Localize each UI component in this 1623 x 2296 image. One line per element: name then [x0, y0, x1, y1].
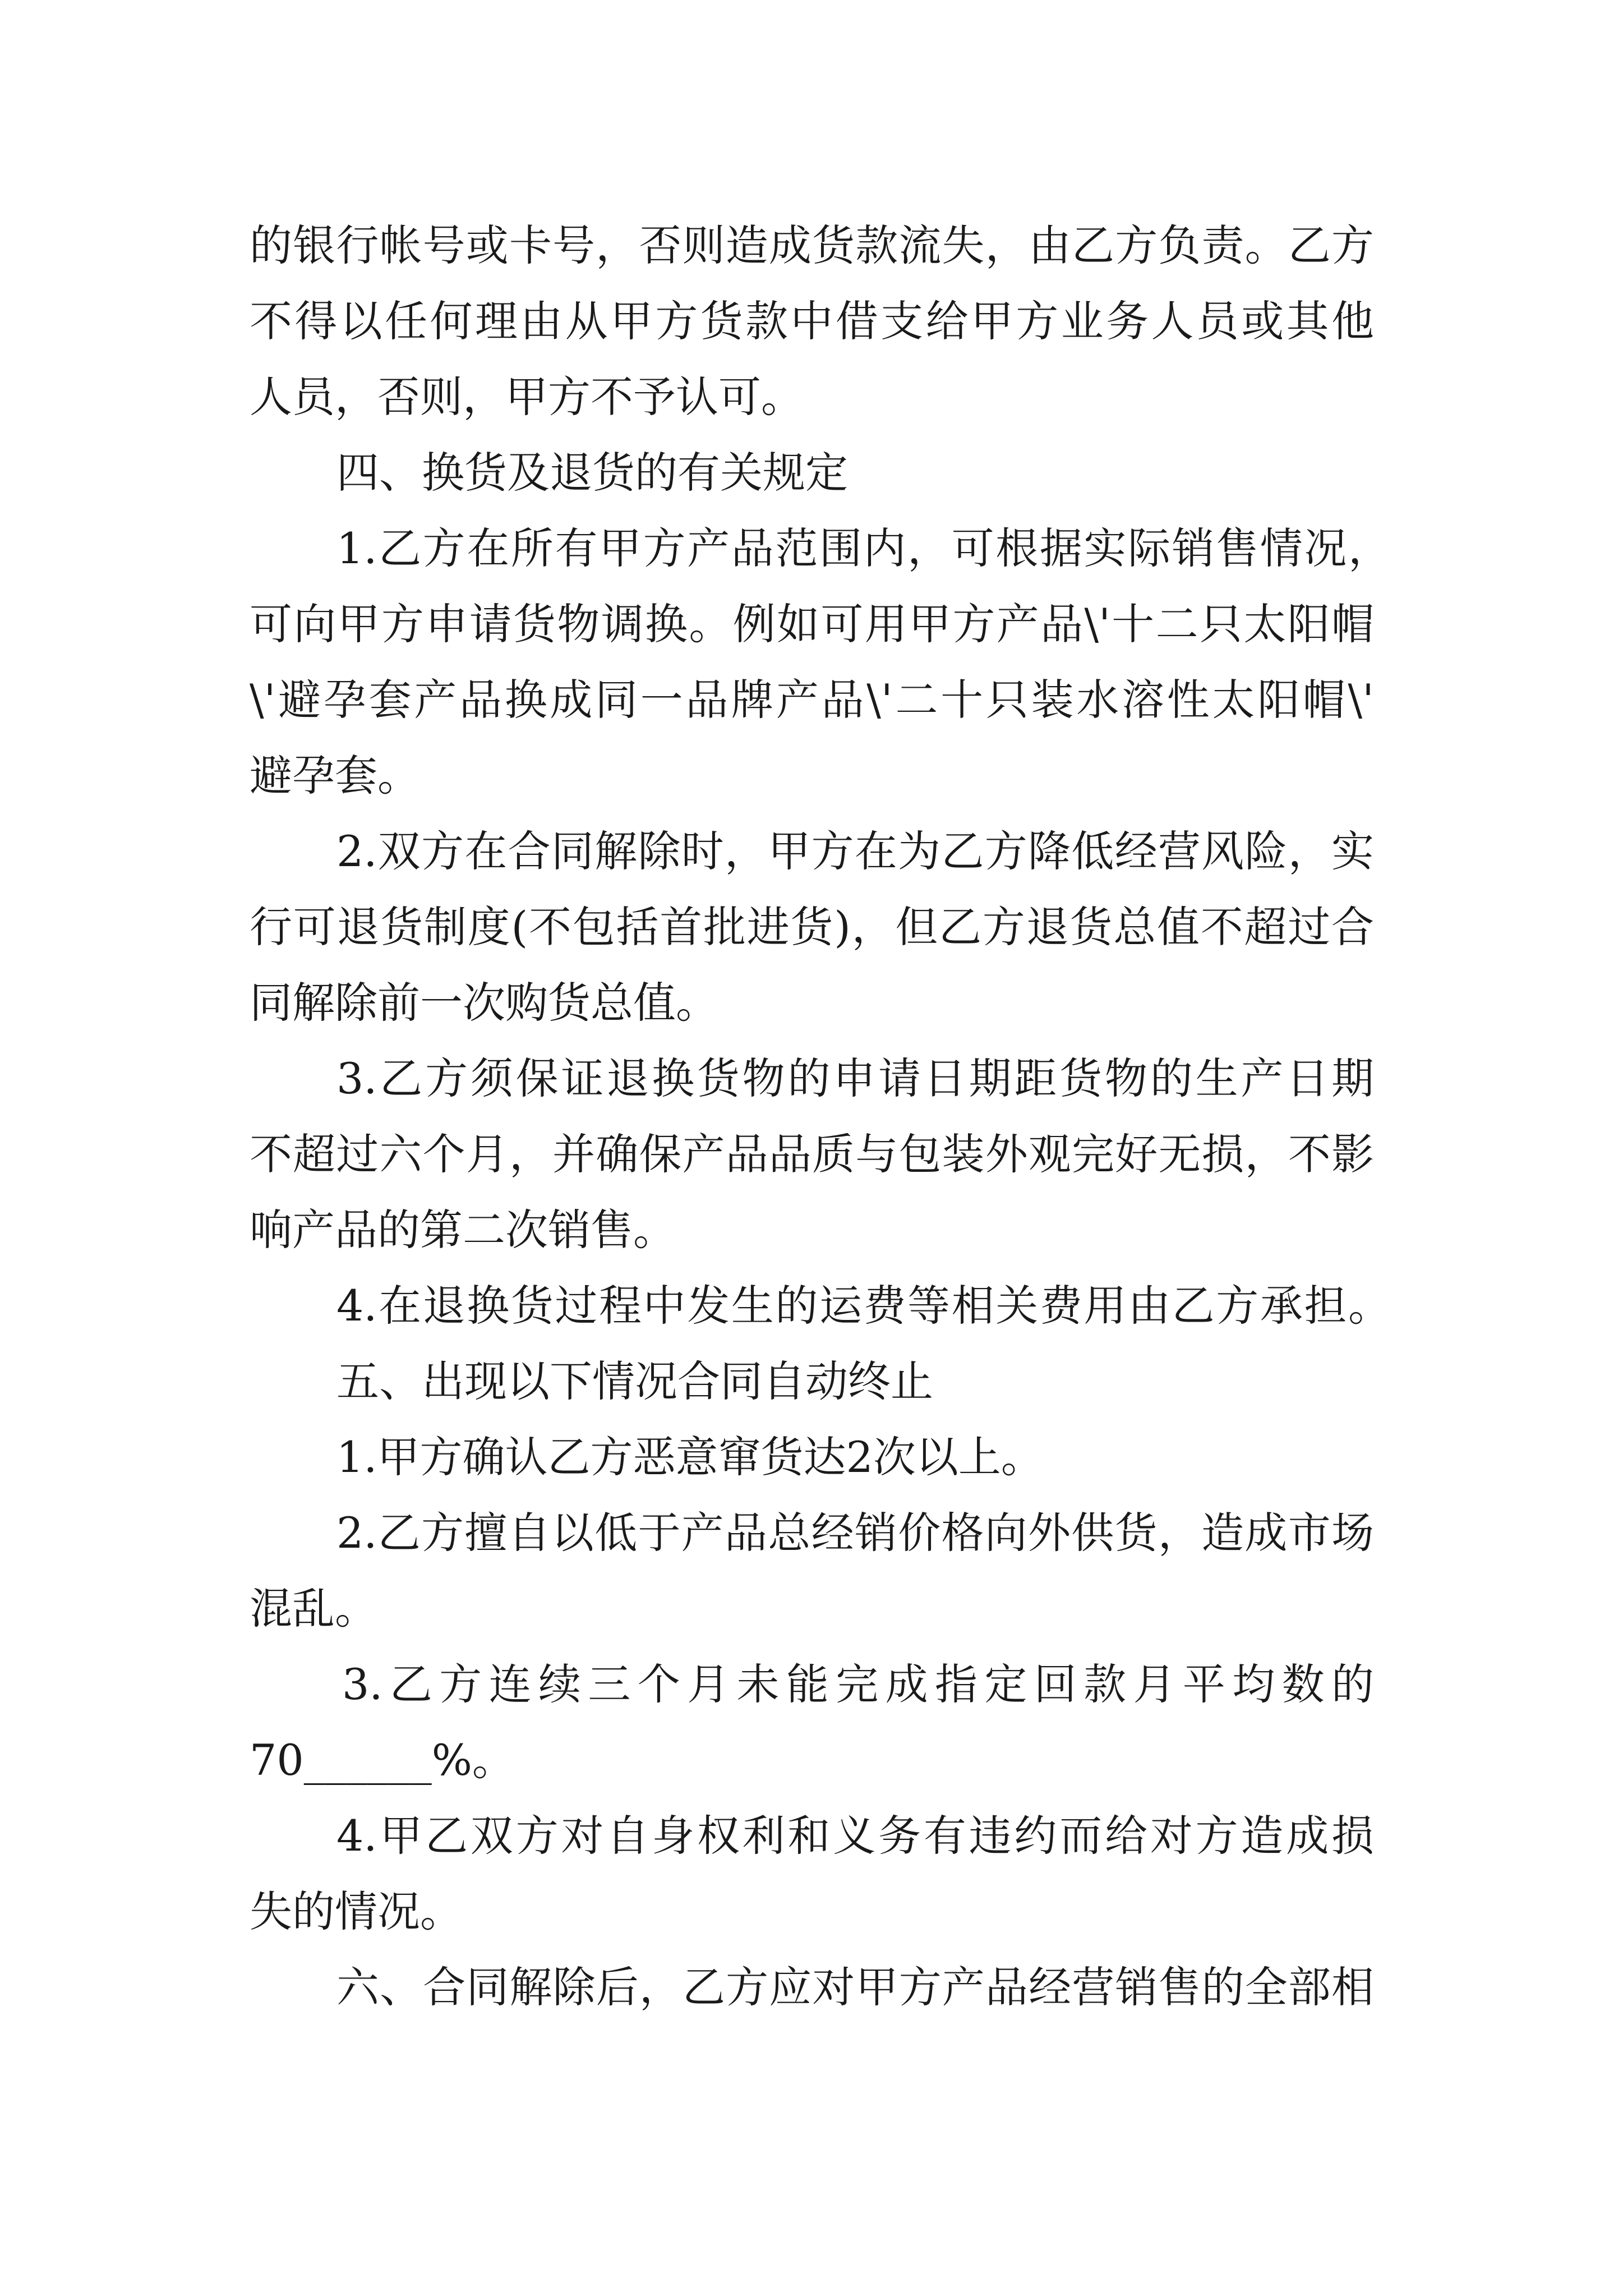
paragraph-line: 的银行帐号或卡号，否则造成货款流失，由乙方负责。乙方 — [250, 220, 1374, 270]
paragraph-line: 混乱。 — [250, 1584, 377, 1634]
paragraph-line: 4.甲乙双方对自身权利和义务有违约而给对方造成损 — [336, 1811, 1374, 1861]
paragraph-line: \'避孕套产品换成同一品牌产品\'二十只装水溶性太阳帽\' — [250, 675, 1374, 725]
paragraph-line: 2.乙方擅自以低于产品总经销价格向外供货，造成市场 — [336, 1508, 1374, 1558]
section-heading: 六、合同解除后，乙方应对甲方产品经营销售的全部相 — [336, 1962, 1374, 2012]
paragraph-line: 人员，否则，甲方不予认可。 — [250, 372, 804, 422]
paragraph-line: 可向甲方申请货物调换。例如可用甲方产品\'十二只太阳帽 — [250, 599, 1374, 649]
paragraph-line: 失的情况。 — [250, 1887, 463, 1936]
paragraph-line: 1.甲方确认乙方恶意窜货达2次以上。 — [336, 1432, 1044, 1482]
paragraph-line: 行可退货制度(不包括首批进货)，但乙方退货总值不超过合 — [250, 902, 1374, 952]
paragraph-line: 响产品的第二次销售。 — [250, 1205, 676, 1255]
section-heading: 四、换货及退货的有关规定 — [336, 448, 848, 498]
paragraph-line: 3.乙方连续三个月未能完成指定回款月平均数的 — [342, 1659, 1374, 1709]
paragraph-line: 2.双方在合同解除时，甲方在为乙方降低经营风险，实 — [336, 826, 1374, 876]
paragraph-line: 3.乙方须保证退换货物的申请日期距货物的生产日期 — [336, 1053, 1374, 1103]
paragraph-line: 同解除前一次购货总值。 — [250, 978, 718, 1028]
paragraph-line: 避孕套。 — [250, 751, 420, 800]
paragraph-line: 不超过六个月，并确保产品品质与包装外观完好无损，不影 — [250, 1129, 1374, 1179]
paragraph-line: 1.乙方在所有甲方产品范围内，可根据实际销售情况， — [336, 523, 1391, 573]
section-heading: 五、出现以下情况合同自动终止 — [336, 1356, 933, 1406]
paragraph-line: 4.在退换货过程中发生的运费等相关费用由乙方承担。 — [336, 1281, 1391, 1331]
paragraph-line: 不得以任何理由从甲方货款中借支给甲方业务人员或其他 — [250, 296, 1374, 346]
paragraph-line: 70______%。 — [250, 1735, 515, 1785]
